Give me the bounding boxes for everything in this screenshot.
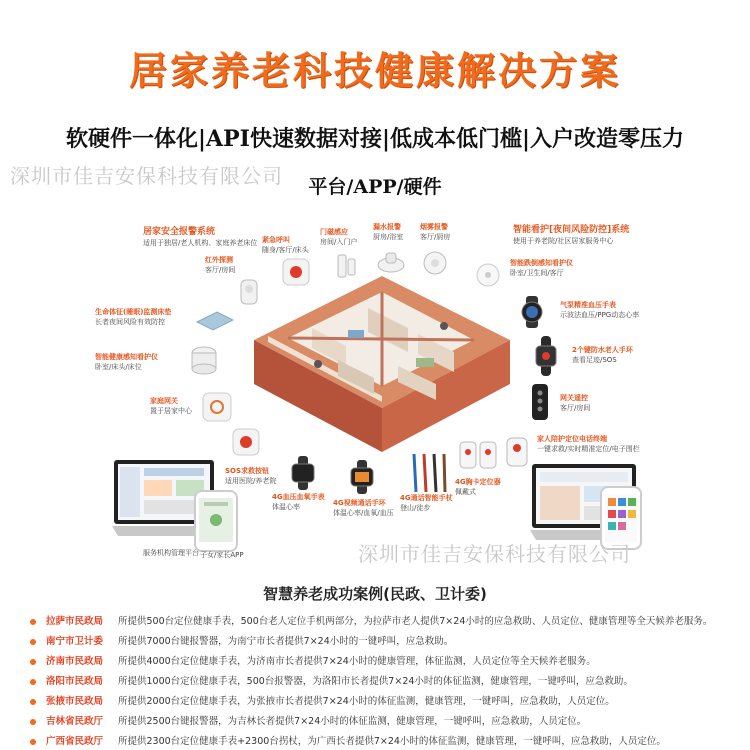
locator-terminal-icon — [505, 436, 529, 472]
smart-cane-icon — [408, 452, 448, 498]
bullet-icon — [30, 739, 36, 745]
infrared-sensor-icon — [238, 278, 260, 310]
bullet-icon — [30, 719, 36, 725]
device-label-badge-locator: 4G胸卡定位器 佩戴式 — [455, 478, 501, 496]
watermark: 深圳市佳吉安保科技有限公司 — [10, 164, 283, 188]
case-item: 济南市民政局 所提供4000台定位健康手表，为济南市长者提供7×24小时的健康管理，体征监测，人员定位等全天候养老服务。 — [30, 652, 745, 672]
smoke-detector-icon — [422, 250, 448, 280]
fall-sensor-device-icon — [475, 262, 501, 292]
right-system-label — [513, 224, 629, 246]
page-title: 居家养老科技健康解决方案 — [128, 49, 621, 93]
left-system-label — [143, 226, 257, 248]
device-label-locator-terminal: 家人陪护定位电话终端 一键求救/实时精准定位/电子围栏 — [537, 435, 640, 453]
water-leak-sensor-icon — [376, 250, 406, 278]
case-item: 拉萨市民政局 所提供500台定位健康手表，500台老人定位手机两部分，为拉萨市老人提供7×24小时的应急救助、人员定位、健康管理等全天候养老服务。 — [30, 612, 745, 632]
gateway-icon — [202, 392, 232, 426]
cases-title: 智慧养老成功案例(民政、卫计委) — [263, 585, 487, 603]
case-item: 南宁市卫计委 所提供7000台键报警器，为南宁市长者提供7×24小时的一键呼叫，应急救助。 — [30, 632, 745, 652]
watermark: 深圳市佳吉安保科技有限公司 — [358, 542, 631, 566]
house-illustration — [248, 268, 516, 454]
bullet-icon — [30, 619, 36, 625]
feature-subtitle: 软硬件一体化|API快速数据对接|低成本低门槛|入户改造零压力 — [66, 126, 684, 152]
bp-watch-icon — [517, 296, 547, 332]
left-system-sub: 适用于独居/老人机构、家庭养老床位 — [143, 239, 258, 247]
device-label-gateway: 家庭网关 置于居家中心 — [150, 397, 192, 415]
device-label-remote: 网关遥控 客厅/房间 — [560, 394, 591, 412]
device-label-infrared: 红外探测 客厅/房间 — [205, 256, 236, 274]
case-item: 吉林省民政厅 所提供2500台键报警器，为吉林长者提供7×24小时的体征监测，健康管理，一键呼叫，应急救助，人员定位。 — [30, 712, 745, 732]
emergency-call-button-icon — [282, 258, 310, 290]
device-label-fall-sensor: 智能跌倒感知看护仪 卧室/卫生间/客厅 — [510, 259, 573, 277]
bp-oxygen-watch-icon — [290, 456, 316, 494]
app-label: 子女/家长APP — [200, 551, 244, 559]
right-system-title: 智能看护[夜间风险防控]系统 — [513, 225, 630, 235]
family-app-phone — [194, 490, 238, 552]
bullet-icon — [30, 699, 36, 705]
health-sensor-icon — [190, 345, 218, 379]
device-label-health-sensor: 智能健康感知看护仪 卧室/床头/床位 — [95, 353, 158, 371]
device-label-smart-cane: 4G通话智能手杖 登山/徒步 — [400, 494, 453, 512]
device-label-emergency-call: 紧急呼叫 随身/客厅/床头 — [262, 236, 309, 254]
device-label-bp-oxygen-watch: 4G血压血氧手表 体温心率 — [272, 493, 325, 511]
right-system-sub: 使用于养老院/社区居家服务中心 — [513, 237, 614, 245]
remote-control-icon — [530, 383, 550, 425]
video-band-icon — [349, 460, 375, 498]
case-item: 张掖市民政局 所提供2000台定位健康手表，为张掖市长者提供7×24小时的体征监测，健康管理，一键呼叫，应急救助，人员定位。 — [30, 692, 745, 712]
device-label-sos: SOS求救按钮 适用医院/养老院 — [225, 467, 277, 485]
platform-line: 平台/APP/硬件 — [308, 176, 442, 198]
device-label-elderly-band: 2个键防水老人手环 查看足迹/SOS — [572, 346, 633, 364]
sleep-mattress-icon — [195, 310, 235, 336]
badge-locator-icon — [458, 440, 498, 476]
device-label-door-sensor: 门磁感应 房间/入门户 — [320, 228, 358, 246]
bullet-icon — [30, 679, 36, 685]
cases-list — [30, 612, 745, 750]
device-label-sleep-mattress: 生命体征(睡眠)监测床垫 长者夜间风险有效防控 — [95, 308, 172, 326]
platform-label: 服务机构管理平台 — [143, 549, 199, 557]
left-system-title: 居家安全报警系统 — [143, 227, 216, 237]
bullet-icon — [30, 659, 36, 665]
bullet-icon — [30, 639, 36, 645]
case-item: 广西省民政厅 所提供2300台定位健康手表+2300台拐杖，为广西长者提供7×24小时的体征监测，健康管理，一键呼叫，应急救助，人员定位。 — [30, 732, 745, 750]
door-sensor-icon — [336, 253, 358, 283]
sos-button-icon — [232, 428, 260, 460]
device-label-water-leak: 漏水报警 厨房/浴室 — [373, 223, 404, 241]
elderly-band-icon — [533, 336, 559, 380]
device-label-video-band: 4G视频通话手环 体温心率/血氧/血压 — [333, 499, 394, 517]
device-label-bp-watch: 气泵精准血压手表 示波法血压/PPG动态心率 — [560, 301, 640, 319]
device-label-smoke: 烟雾报警 客厅/厨房 — [420, 223, 451, 241]
case-item: 洛阳市民政局 所提供1000台定位健康手表，500台报警器，为洛阳市长者提供7×24小时的体征监测，健康管理，一键呼叫，应急救助。 — [30, 672, 745, 692]
